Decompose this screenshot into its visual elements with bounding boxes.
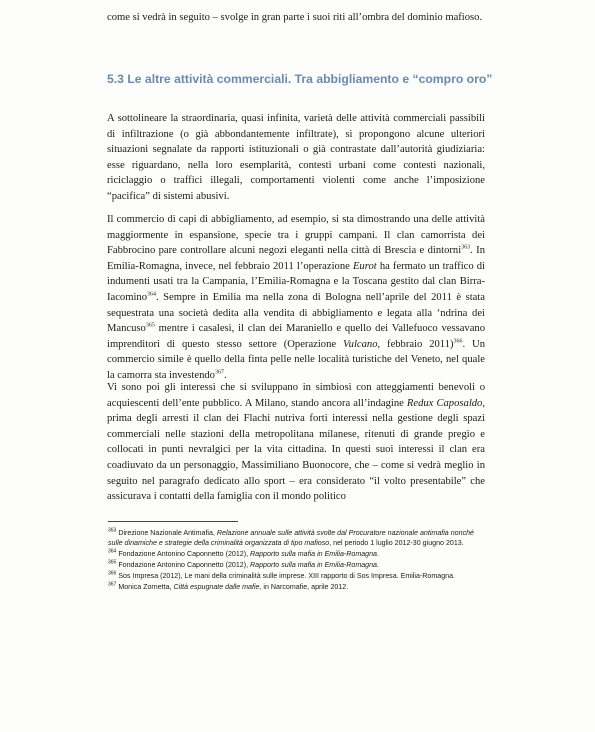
footnote-title: Rapporto sulla mafia in Emilia-Romagna <box>250 550 378 558</box>
footnote-text: . <box>377 550 379 558</box>
operation-name: Vulcano <box>342 338 378 350</box>
footnote-text: Sos Impresa (2012), Le mani della criminalità sulle imprese. XIII rapporto di Sos Impresa. Emilia-Romagna. <box>116 572 456 580</box>
footnote-number: 365 <box>108 559 117 566</box>
footnote-366 <box>108 571 486 581</box>
footnote-text: , in Narcomafie, aprile 2012. <box>259 583 349 591</box>
footnote-number: 367 <box>108 581 117 588</box>
footnote-ref-367[interactable]: 367 <box>214 369 224 376</box>
footnote-number: 363 <box>108 527 117 534</box>
text-run: ha fermato un traffico di indumenti usati tra la Campania, l’Emilia-Romagna e la Toscana gestito dal clan Birra-Iacomino <box>107 260 486 303</box>
footnote-ref-363[interactable]: 363 <box>461 244 471 251</box>
text-run: . In Emilia-Romagna, invece, nel febbraio 2011 l’operazione <box>107 245 485 272</box>
investigation-name: Redux Caposaldo <box>406 397 483 409</box>
footnote-text: Fondazione Antonino Caponnetto (2012), <box>116 561 251 569</box>
paragraph-2 <box>107 212 485 384</box>
footnote-ref-366[interactable]: 366 <box>453 338 463 345</box>
text-run: . Sempre in Emilia ma nella zona di Bologna nell’aprile del 2011 è stata sequestrata una società dedita alla vendita di abbigliamento e legata alla ‘ndrina dei Mancuso <box>107 291 485 335</box>
footnote-364 <box>108 549 486 559</box>
text-run: Il commercio di capi di abbigliamento, ad esempio, si sta dimostrando una delle attività maggiormente in espansione, specie tra i gruppi campani. Il clan camorrista dei Fabbrocino pare controllare alcuni negozi eleganti nella città di Brescia e dintorni <box>107 214 485 257</box>
footnote-text: , nel periodo 1 luglio 2012-30 giugno 2013. <box>329 539 464 547</box>
footnote-ref-364[interactable]: 364 <box>147 291 157 298</box>
footnote-number: 364 <box>108 548 117 555</box>
text-run: , febbraio 2011) <box>377 338 454 350</box>
footnote-title: Città espugnate dalle mafie <box>173 583 260 591</box>
footnote-text: . <box>377 561 379 569</box>
top-paragraph: come si vedrà in seguito – svolge in gran parte i suoi riti all’ombra del dominio mafioso. <box>107 12 483 23</box>
footnote-365 <box>108 560 486 570</box>
footnote-separator <box>108 521 238 522</box>
operation-name: Eurot <box>352 260 377 272</box>
footnote-number: 366 <box>108 570 117 577</box>
text-run: mentre i casalesi, il clan dei Maraniello e quello dei Vallefuoco vessavano imprenditori di questo stesso settore (Operazione <box>107 323 485 350</box>
footnote-text: Direzione Nazionale Antimafia, <box>116 529 217 537</box>
footnote-ref-365[interactable]: 365 <box>145 322 155 329</box>
footnote-title: Relazione annuale sulle attività svolte dal Procuratore nazionale antimafia nonché sulle dinamiche e strategie della criminalità organizzata di tipo mafioso <box>108 529 475 547</box>
text-run: . <box>223 369 227 381</box>
text-run: . Un commercio simile è quello della finta pelle nelle località turistiche del Veneto, nel quale la camorra sta investendo <box>107 338 485 381</box>
footnote-text: Fondazione Antonino Caponnetto (2012), <box>116 550 251 558</box>
footnotes <box>108 528 486 593</box>
footnote-text: Monica Zornetta, <box>116 583 174 591</box>
paragraph-3 <box>107 380 485 505</box>
text-run: Vi sono poi gli interessi che si sviluppano in simbiosi con atteggiamenti benevoli o acquiescenti dell’ente pubblico. A Milano, stando ancora all’indagine <box>107 382 485 409</box>
section-heading: 5.3 Le altre attività commerciali. Tra abbigliamento e “compro oro” <box>107 72 493 86</box>
footnote-363 <box>108 528 486 548</box>
text-run: , prima degli arresti il clan dei Flachi nutriva forti interessi nella gestione degli spazi commerciali nelle stazioni della metropolitana milanese, ritenuti di grande pregio e collocati in punti nevralgici per la vita cittadina. In questi suoi interessi il clan era coadiuvato da un personaggio, Massimiliano Buonocore, che – come si vedrà meglio in seguito nel paragrafo dedicato allo sport – era considerato “il volto presentabile” che assicurava i contatti della famiglia con il mondo politico <box>107 397 486 503</box>
footnote-title: Rapporto sulla mafia in Emilia-Romagna <box>250 561 378 569</box>
paragraph-1: A sottolineare la straordinaria, quasi infinita, varietà delle attività commerciali passibili di infiltrazione (o già abbondantemente infiltrate), si propongono alcune ulteriori situazioni segnalate da rapporti istituzionali o già contrastate dall’autorità giudiziaria: esse riguardano, nella loro esemplarità, contesti urbani come contesti nazionali, riciclaggio o traffici illegali, comportamenti violenti come anche l’imposizione “pacifica” di sistemi abusivi. <box>107 113 485 202</box>
footnote-367 <box>108 582 486 592</box>
